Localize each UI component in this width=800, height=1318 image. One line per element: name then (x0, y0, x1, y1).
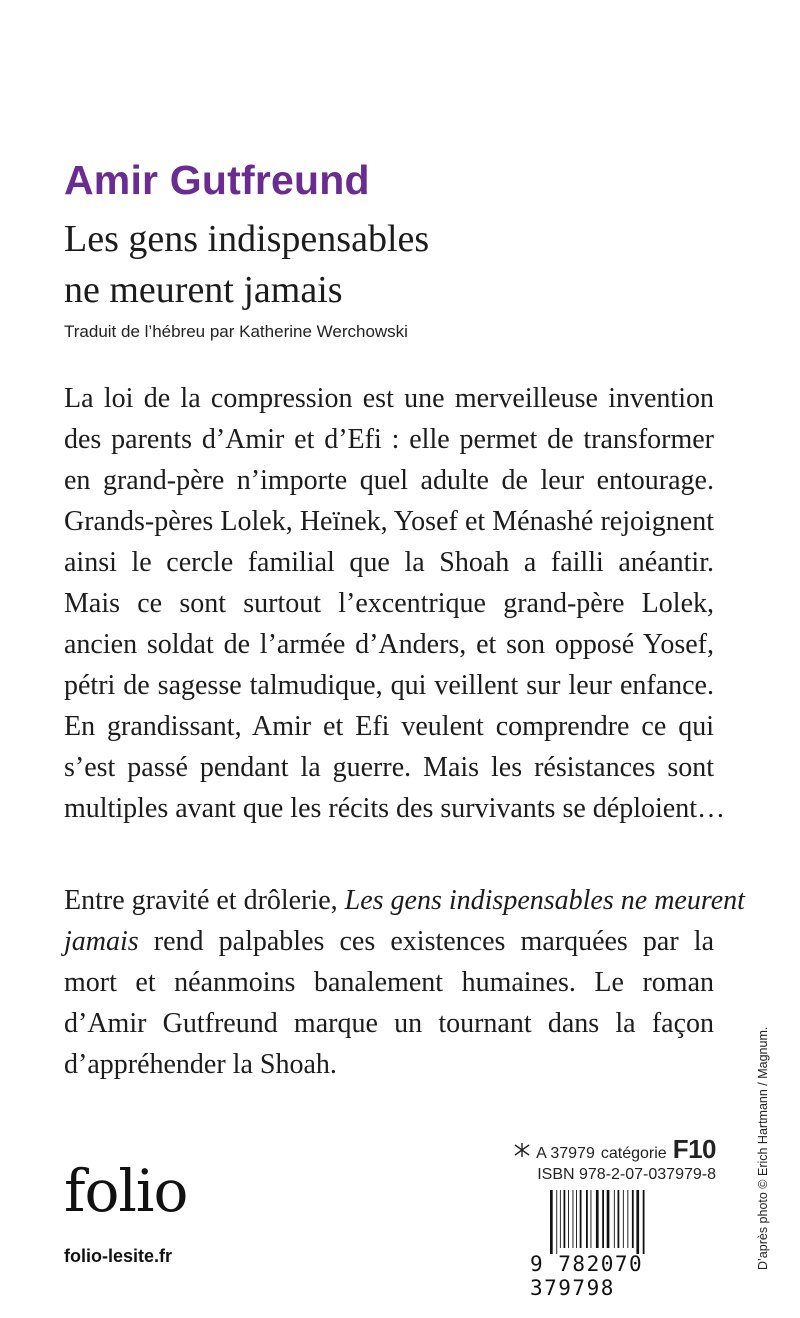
blurb-line: Grands-pères Lolek, Heïnek, Yosef et Ménashé rejoignent (64, 506, 714, 537)
italic-book-title: jamais (64, 926, 139, 957)
blurb-line: pétri de sagesse talmudique, qui veillent sur leur enfance. (64, 670, 714, 701)
book-title (64, 214, 429, 316)
barcode-bar (580, 1190, 582, 1248)
blurb-paragraph-2 (64, 880, 745, 1085)
italic-book-title: Les gens indispensables ne meurent (344, 885, 745, 916)
blurb-paragraph-1 (64, 378, 725, 829)
category-line (476, 1134, 716, 1164)
blurb-line: En grandissant, Amir et Efi veulent comprendre ce qui (64, 711, 714, 742)
title-line: ne meurent jamais (64, 269, 343, 311)
book-category-icon (514, 1142, 530, 1158)
blurb-line: Mais ce sont surtout l’excentrique grand-père Lolek, (64, 588, 714, 619)
barcode-bar (564, 1190, 566, 1248)
blurb-line: multiples avant que les récits des survivants se déploient… (64, 793, 725, 824)
folio-logo: folio (64, 1157, 188, 1225)
barcode-bar (602, 1190, 604, 1248)
author-name: Amir Gutfreund (64, 157, 370, 203)
barcode-bar (607, 1190, 610, 1248)
blurb-line: s’est passé pendant la guerre. Mais les résistances sont (64, 752, 714, 783)
blurb-line: mort et néanmoins banalement humaines. Le roman (64, 967, 714, 998)
barcode-bar (623, 1190, 624, 1248)
blurb-line: ancien soldat de l’armée d’Anders, et son opposé Yosef, (64, 629, 714, 660)
barcode-bar (627, 1190, 628, 1248)
blurb-line: d’appréhender la Shoah. (64, 1049, 337, 1080)
blurb-line (64, 921, 714, 962)
text-run: Entre gravité et drôlerie, (64, 885, 345, 916)
barcode-bar (643, 1190, 645, 1254)
blurb-line: d’Amir Gutfreund marque un tournant dans la façon (64, 1008, 714, 1039)
barcode-bar (636, 1190, 639, 1254)
barcode-bar (632, 1190, 634, 1248)
photo-credit: D’après photo © Erich Hartmann / Magnum. (756, 1026, 770, 1270)
category-label: catégorie (600, 1145, 667, 1162)
isbn: ISBN 978-2-07-037979-8 (537, 1166, 716, 1183)
catalog-codes (476, 1134, 716, 1184)
blurb-line: La loi de la compression est une merveilleuse invention (64, 383, 714, 414)
text-run: rend palpables ces existences marquées par la (138, 926, 714, 957)
title-line: Les gens indispensables (64, 218, 430, 260)
barcode-bar (591, 1190, 592, 1248)
barcode-bar (560, 1190, 561, 1248)
translator-credit: Traduit de l’hébreu par Katherine Werchowski (64, 322, 408, 341)
barcode-bar (573, 1190, 574, 1248)
barcode-bar (586, 1190, 588, 1248)
blurb-line: ainsi le cercle familial que la Shoah a failli anéantir. (64, 547, 714, 578)
barcode-bar (556, 1190, 557, 1254)
reference-number: A 37979 (536, 1145, 595, 1162)
barcode-bar (568, 1190, 569, 1248)
barcode (548, 1190, 716, 1254)
barcode-bar (596, 1190, 599, 1248)
blurb-line: des parents d’Amir et d’Efi : elle permet de transformer (64, 424, 714, 455)
blurb-line (64, 880, 745, 921)
publisher-website[interactable]: folio-lesite.fr (64, 1246, 173, 1266)
barcode-digits: 9 782070 379798 (530, 1252, 644, 1300)
blurb-line: en grand-père n’importe quel adulte de leur entourage. (64, 465, 714, 496)
barcode-bar (576, 1190, 577, 1248)
barcode-bar (550, 1190, 553, 1254)
category-code: F10 (672, 1134, 716, 1164)
barcode-bar (618, 1190, 620, 1248)
barcode-bar (614, 1190, 615, 1248)
